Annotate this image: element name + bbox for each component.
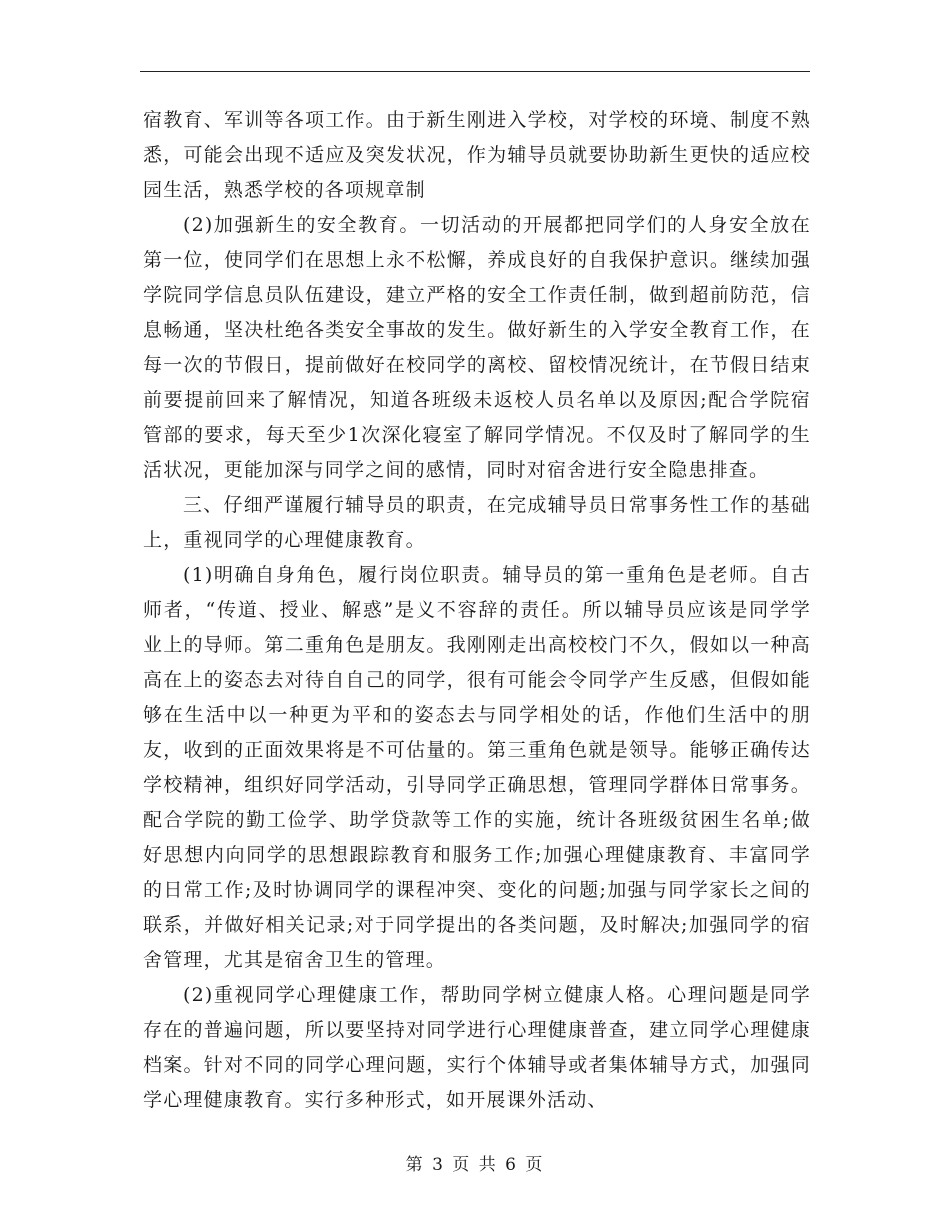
paragraph-1: 宿教育、军训等各项工作。由于新生刚进入学校，对学校的环境、制度不熟悉，可能会出现不适应及突发状况，作为辅导员就要协助新生更快的适应校园生活，熟悉学校的各项规章制 [143, 109, 811, 201]
header-rule [140, 71, 810, 72]
paragraph-3: 三、仔细严谨履行辅导员的职责，在完成辅导员日常事务性工作的基础上，重视同学的心理健康教育。 [143, 494, 811, 551]
page-number: 第 3 页 共 6 页 [405, 1155, 545, 1175]
paragraph-4: (1)明确自身角色，履行岗位职责。辅导员的第一重角色是老师。自古师者，“传道、授业、解惑”是义不容辞的责任。所以辅导员应该是同学学业上的导师。第二重角色是朋友。我刚刚走出高校校门不久，假如以一种高高在上的姿态去对待自自己的同学，很有可能会令同学产生反感，但假如能够在生活中以一种更为平和的姿态去与同学相处的话，作他们生活中的朋友，收到的正面效果将是不可估量的。第三重角色就是领导。能够正确传达学校精神，组织好同学活动，引导同学正确思想，管理同学群体日常事务。配合学院的勤工俭学、助学贷款等工作的实施，统计各班级贫困生名单;做好思想内向同学的思想跟踪教育和服务工作;加强心理健康教育、丰富同学的日常工作;及时协调同学的课程冲突、变化的问题;加强与同学家长之间的联系，并做好相关记录;对于同学提出的各类问题，及时解决;加强同学的宿舍管理，尤其是宿舍卫生的管理。 [143, 564, 811, 971]
document-body [143, 103, 811, 1118]
paragraph-5: (2)重视同学心理健康工作，帮助同学树立健康人格。心理问题是同学存在的普遍问题，所以要坚持对同学进行心理健康普查，建立同学心理健康档案。针对不同的同学心理问题，实行个体辅导或者集体辅导方式，加强同学心理健康教育。实行多种形式，如开展课外活动、 [143, 984, 811, 1111]
paragraph-2: (2)加强新生的安全教育。一切活动的开展都把同学们的人身安全放在第一位，使同学们在思想上永不松懈，养成良好的自我保护意识。继续加强学院同学信息员队伍建设，建立严格的安全工作责任制，做到超前防范，信息畅通，坚决杜绝各类安全事故的发生。做好新生的入学安全教育工作，在每一次的节假日，提前做好在校同学的离校、留校情况统计，在节假日结束前要提前回来了解情况，知道各班级未返校人员名单以及原因;配合学院宿管部的要求，每天至少1次深化寝室了解同学情况。不仅及时了解同学的生活状况，更能加深与同学之间的感情，同时对宿舍进行安全隐患排查。 [143, 214, 811, 481]
